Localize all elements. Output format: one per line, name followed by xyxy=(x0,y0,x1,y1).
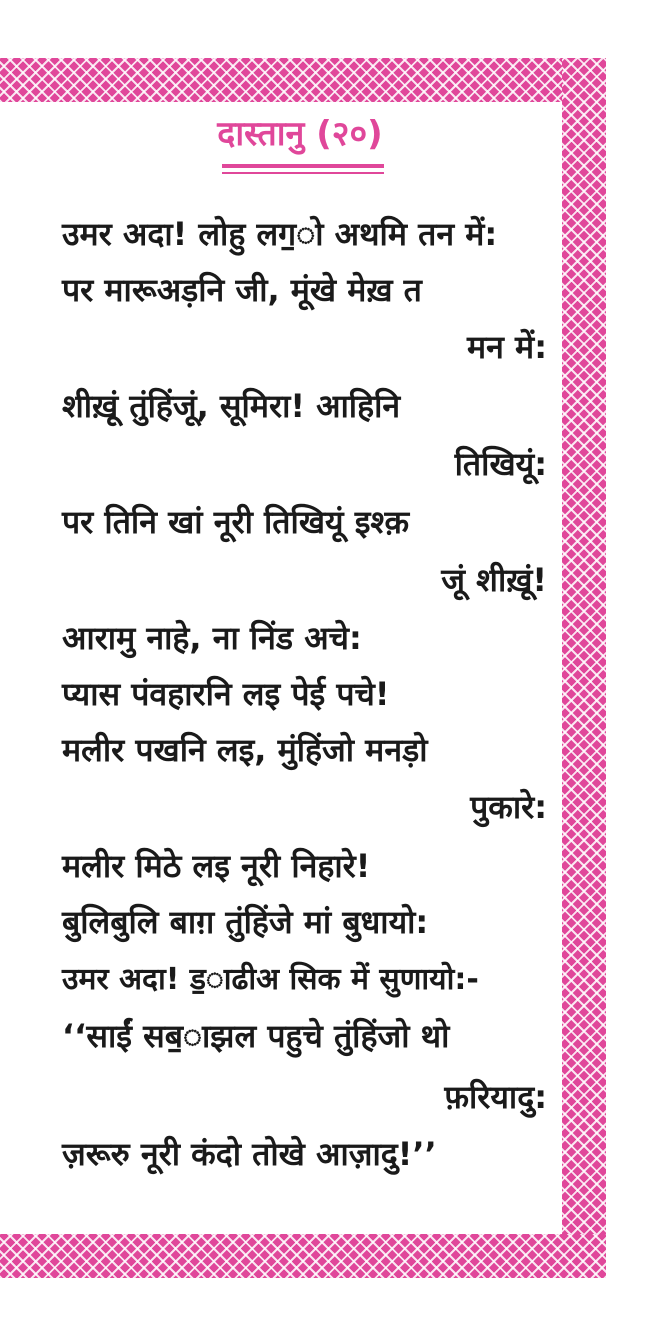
poem-line: शीख़ूं तुंहिंजूं, सूमिरा! आहिनि xyxy=(62,387,401,425)
poem-line: पर मारूअड़नि जी, मूंखे मेख़ त xyxy=(62,271,422,309)
decorative-border-top xyxy=(0,58,606,102)
poem-line: ‘‘साईं सब॒ाझल पहुचे तुंहिंजो थो xyxy=(62,1017,450,1055)
decorative-border-right xyxy=(562,58,606,1278)
poem-line-continuation: तिखियूं: xyxy=(454,445,547,483)
poem-line: उमर अदा! ड॒ाढीअ सिक में सुणायो:- xyxy=(62,962,479,997)
poem-line: मलीर पखनि लइ, मुंहिंजो मनड़ो xyxy=(62,731,428,769)
decorative-border-bottom xyxy=(0,1234,606,1278)
poem-line: ज़रूरु नूरी कंदो तोखे आज़ादु!’’ xyxy=(62,1135,437,1173)
poem-line-continuation: जूं शीख़ूं! xyxy=(441,561,547,599)
poem-line-continuation: मन में: xyxy=(467,328,547,366)
poem-line: पर तिनि खां नूरी तिखियूं इश्क़ xyxy=(62,503,410,541)
poem-line: प्यास पंवहारनि लइ पेई पचे! xyxy=(62,675,390,713)
title-underline-thin xyxy=(222,172,384,174)
poem-line: बुलिबुलि बाग़ तुंहिंजे मां बुधायो: xyxy=(62,903,429,941)
poem-line-continuation: फ़रियादु: xyxy=(444,1078,547,1116)
poem-line-continuation: पुकारे: xyxy=(470,788,547,826)
poem-line: आरामु नाहे, ना निंड अचे: xyxy=(62,619,362,657)
chapter-title: दास्तानु (२०) xyxy=(217,114,383,154)
poem-line: मलीर मिठे लइ नूरी निहारे! xyxy=(62,847,371,885)
title-underline xyxy=(222,164,384,168)
poem-line: उमर अदा! लोहु लग॒ो अथमि तन में: xyxy=(62,215,498,253)
